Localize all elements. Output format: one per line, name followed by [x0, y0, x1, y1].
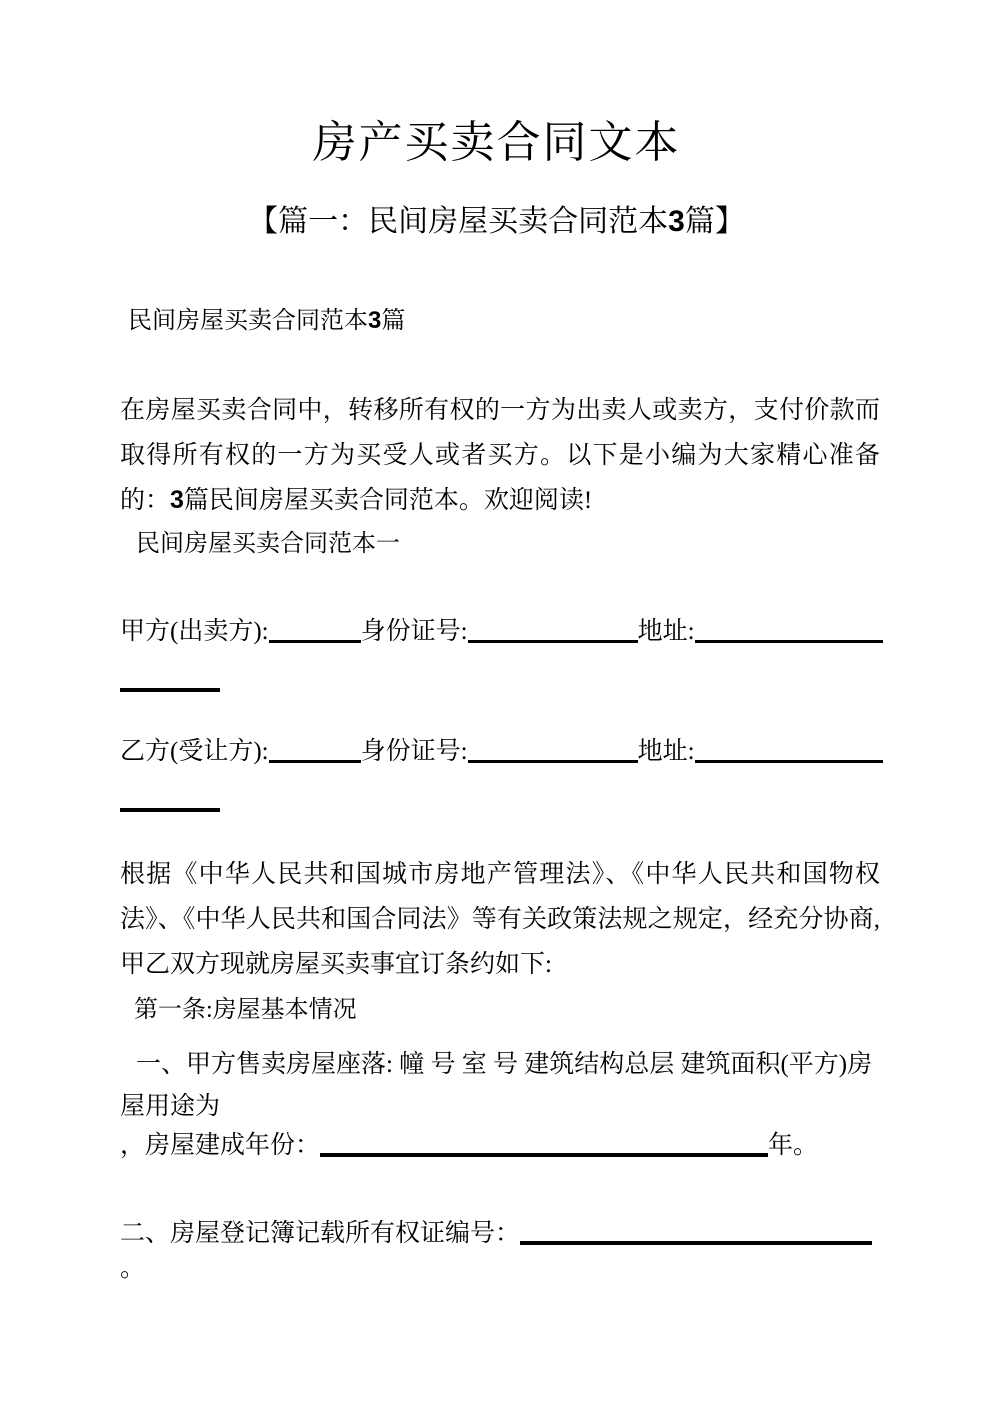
intro-part1: 在房屋买卖合同中，转移所有权的一方为出卖人或卖方，支付价款而取得所有权的一方为买受人或者买方。以下是小编为大家精心准备的： [120, 397, 880, 514]
ownership-cert-blank [520, 1241, 872, 1245]
party-a-label: 甲方(出卖方): [120, 618, 269, 645]
party-a-id-blank [468, 640, 638, 643]
party-b-id-blank [468, 760, 638, 763]
item-one-paragraph: 一、甲方售卖房屋座落: 幢 号 室 号 建筑结构总层 建筑面积(平方)房屋用途为 [120, 1051, 873, 1120]
item-two-label: 二、房屋登记簿记载所有权证编号： [120, 1220, 521, 1247]
list-heading [128, 306, 405, 336]
party-b-address-blank [695, 760, 883, 763]
article-one-heading: 第一条:房屋基本情况 [134, 997, 357, 1023]
build-year-suffix: 年。 [768, 1132, 819, 1159]
intro-part2: 篇民间房屋买卖合同范本。欢迎阅读! [183, 487, 593, 514]
party-a-name-blank [269, 640, 361, 643]
build-year-label: ，房屋建成年份： [120, 1132, 321, 1159]
document-subtitle [0, 202, 993, 242]
party-b-address-blank-continuation [120, 780, 220, 812]
intro-number: 3 [170, 486, 184, 514]
subtitle-number: 3 [668, 205, 685, 238]
party-b-address-label: 地址: [637, 738, 695, 765]
legal-basis-paragraph: 根据《中华人民共和国城市房地产管理法》、《中华人民共和国物权法》、《中华人民共和国合同法》等有关政策法规之规定，经充分协商,甲乙双方现就房屋买卖事宜订条约如下: [120, 861, 880, 978]
list-heading-suffix: 篇 [381, 308, 406, 334]
build-year-blank [320, 1153, 768, 1157]
intro-paragraph [120, 388, 880, 523]
party-a-id-label: 身份证号: [360, 618, 468, 645]
party-b-name-blank [269, 760, 361, 763]
party-a-address-blank [695, 640, 883, 643]
sample-one-heading: 民间房屋买卖合同范本一 [136, 531, 400, 557]
list-heading-number: 3 [368, 307, 382, 334]
party-b-label: 乙方(受让方): [120, 738, 269, 765]
document-title: 房产买卖合同文本 [312, 118, 681, 167]
party-a-address-blank-continuation [120, 660, 220, 692]
build-year-line [120, 1126, 818, 1166]
party-b-line [120, 732, 890, 772]
item-two-line [120, 1214, 872, 1254]
party-a-address-label: 地址: [637, 618, 695, 645]
subtitle-text: 【篇一：民间房屋买卖合同范本 [248, 205, 669, 238]
subtitle-text-suffix: 篇】 [684, 205, 745, 238]
party-b-id-label: 身份证号: [360, 738, 468, 765]
trailing-period: 。 [120, 1255, 146, 1282]
list-heading-text: 民间房屋买卖合同范本 [128, 308, 368, 334]
party-a-line [120, 612, 890, 652]
